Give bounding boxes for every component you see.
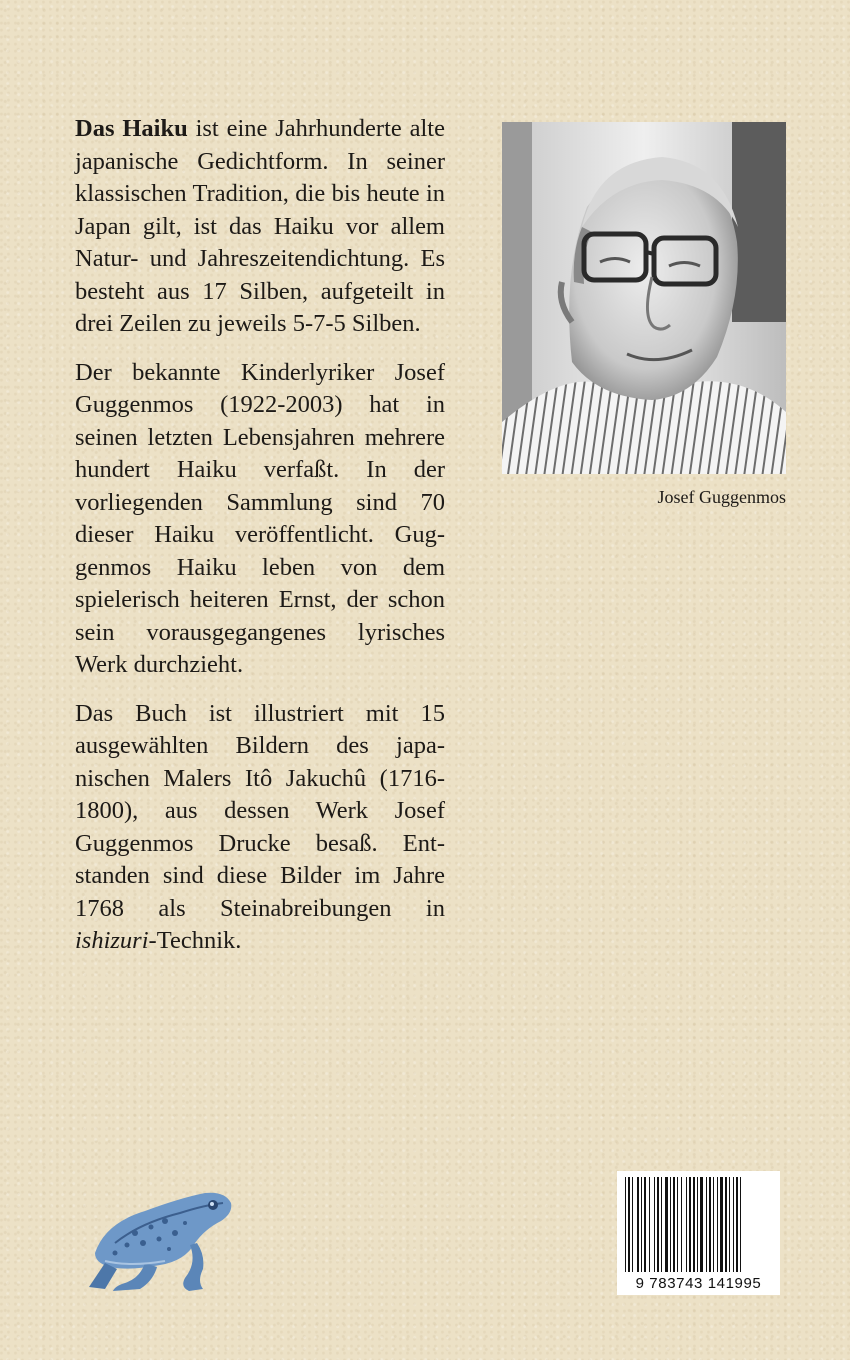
author-portrait xyxy=(502,122,786,474)
blurb-paragraph-1-text: ist eine Jahrhunderte alte japanische Gedichtform. In seiner klassischen Tradition, die bis heute in Japan gilt, ist das Haiku vor allem Natur- und Jahreszeitendichtung. Es besteht aus 17 Silben, aufgeteilt in drei Zeilen zu jeweils 5-7-5 Silben. xyxy=(75,115,445,337)
isbn-barcode xyxy=(617,1171,780,1295)
portrait-photo-icon xyxy=(502,122,786,474)
barcode-icon xyxy=(623,1177,774,1272)
portrait-caption: Josef Guggenmos xyxy=(657,487,786,507)
blurb-text xyxy=(75,113,445,974)
blurb-paragraph-2: Der bekannte Kinderlyriker Josef Guggenmos (1922-2003) hat in seinen letzten Lebensjahren mehrere hundert Haiku verfaßt. In der vorliegenden Sammlung sind 70 dieser Haiku veröffentlicht. Guggenmos Haiku leben von dem spielerisch heiteren Ernst, der schon sein vorausgegangenes lyrisches Werk durchzieht. xyxy=(75,358,445,678)
blurb-paragraph-3-end: -Technik. xyxy=(148,927,242,954)
blurb-lead: Das Haiku xyxy=(75,115,188,142)
blurb-paragraph-3-text: Das Buch ist illustriert mit 15 ausgewählten Bildern des japanischen Malers Itô Jakuchû (1716-1800), aus dessen Werk Josef Guggenmos Drucke besaß. Entstanden sind diese Bilder im Jahre 1768 als Steinabreibungen in xyxy=(75,699,445,922)
isbn-digits: 9 783743 141995 xyxy=(635,1275,762,1292)
frog-illustration xyxy=(85,1183,235,1293)
blurb-paragraph-3 xyxy=(75,698,445,958)
frog-icon xyxy=(85,1183,235,1293)
blurb-paragraph-1 xyxy=(75,113,445,341)
blurb-technique-term: ishizuri xyxy=(75,927,149,954)
